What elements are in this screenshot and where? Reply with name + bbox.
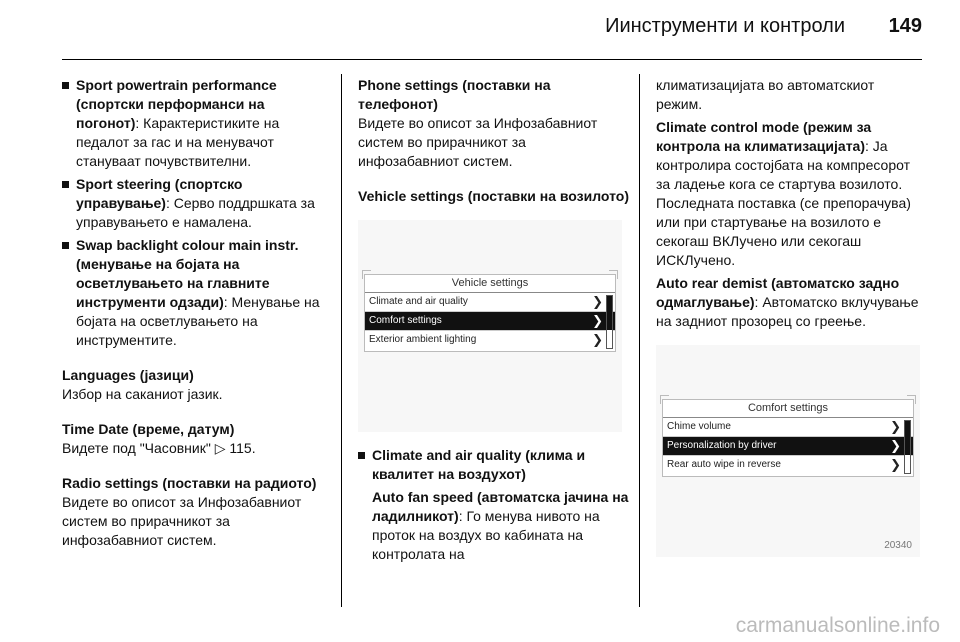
column-1 [62,76,330,550]
page-header [0,0,960,62]
header-rule [62,59,922,60]
section-radio: Radio settings (поставки на радиото) Видете во описот за Инфозабавниот систем во прирачникот за инфозабавниот систем. [62,475,317,548]
bullet-climate-air-quality: Climate and air quality (клима и квалитет на воздухот) [358,446,630,484]
page-number: 149 [888,15,922,37]
column-3: климатизацијата во автоматскиот режим. Climate control mode (режим за контрола на климатизацијата): Ја контролира состојбата на компресорот за ладење кога се стартува возилото. Последната поставка (се препорачува) или при стартување на возилото е секогаш ВКЛучено или секогаш ИСКЛучено. Auto rear demist (автоматско задно одмаглување): Автоматско вклучување на задниот прозорец со греење. Comfort settings Chime volume ❯ Personalization by driver ❯ Rear auto wipe in reverse ❯ 20340 [656,76,924,557]
climate-control-mode: Climate control mode (режим за контрола на климатизацијата): Ја контролира состојбата на компресорот за ладење кога се стартува возилото. Последната поставка (се препорачува) или при стартување на возилото е секогаш ВКЛучено или секогаш ИСКЛучено. [656,119,911,268]
chevron-right-icon: ❯ [592,332,603,347]
vehicle-settings-screen [358,220,622,432]
chevron-right-icon: ❯ [890,438,901,453]
section-languages: Languages (јазици) Избор на саканиот јазик. [62,367,223,402]
scrollbar[interactable] [606,295,613,349]
column-2 [358,76,630,564]
column-divider-2 [639,74,640,607]
section-phone: Phone settings (поставки на телефонот) Видете во описот за Инфозабавниот систем во прирачникот за инфозабавниот систем. [358,77,598,169]
screen-title: Comfort settings [663,400,913,418]
scrollbar-thumb[interactable] [607,296,612,330]
menu-item-rear-auto-wipe[interactable]: Rear auto wipe in reverse ❯ [667,457,901,472]
column-divider-1 [341,74,342,607]
menu-item-comfort[interactable]: Comfort settings ❯ [365,312,615,331]
screen-display [364,274,616,352]
auto-rear-demist: Auto rear demist (автоматско задно одмаглување): Автоматско вклучување на задниот прозорец со греење. [656,275,919,329]
section-vehicle: Vehicle settings (поставки на возилото) [358,188,630,204]
auto-fan-speed: Auto fan speed (автоматска јачина на ладилникот): Го менува нивото на проток на воздух во кабината на контролата на [372,489,629,562]
chevron-right-icon: ❯ [890,457,901,472]
screen-display [662,399,914,477]
menu-item-personalization[interactable]: Personalization by driver ❯ [663,437,913,456]
comfort-settings-screen [656,345,920,557]
menu-item-chime-volume[interactable]: Chime volume ❯ [663,418,913,437]
section-time-date: Time Date (време, датум) Видете под "Часовник" ▷ 115. [62,421,256,456]
figure-number: 20340 [884,540,912,551]
menu-item-climate[interactable]: Climate and air quality ❯ [365,293,615,312]
chevron-right-icon: ❯ [592,294,603,309]
bullet-sport-steering: Sport steering (спортско управување): Серво поддршката за управувањето е намалена. [62,175,330,232]
bullet-sport-powertrain: Sport powertrain performance (спортски перформанси на погонот): Карактеристиките на педалот за гас и на менувачот стануваат почувствителни. [62,76,330,171]
chevron-right-icon: ❯ [890,419,901,434]
bullet-swap-backlight: Swap backlight colour main instr. (менување на бојата на осветлувањето на главните инструменти одзади): Менување на бојата на осветлувањето на инструментите. [62,236,330,350]
chevron-right-icon: ❯ [592,313,603,328]
screen-title: Vehicle settings [365,275,615,293]
watermark: carmanualsonline.info [735,614,940,637]
page-title: Иинструменти и контроли [605,15,845,37]
scrollbar[interactable] [904,420,911,474]
scrollbar-thumb[interactable] [905,421,910,455]
page-ref-icon: ▷ [214,440,226,456]
page-ref-link[interactable]: 115. [229,440,256,456]
menu-item-exterior-lighting[interactable]: Exterior ambient lighting ❯ [369,332,603,347]
